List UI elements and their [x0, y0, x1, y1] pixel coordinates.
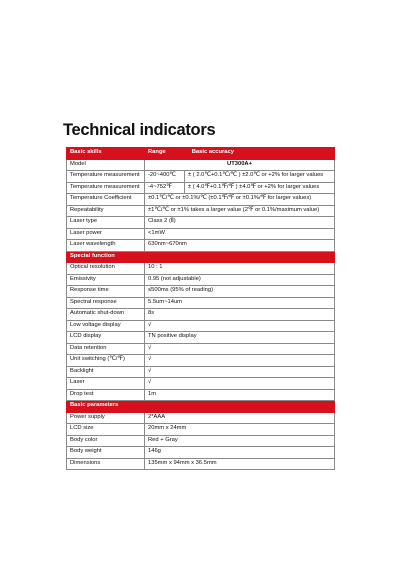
spec-row [67, 228, 335, 240]
spec-label: Automatic shut-down [67, 309, 145, 321]
spec-row [67, 355, 335, 367]
spec-value: √ [145, 366, 335, 378]
spec-value: 135mm x 94mm x 36.5mm [145, 458, 335, 470]
spec-label: Optical resolution [67, 263, 145, 275]
spec-value: 20mm x 24mm [145, 424, 335, 436]
spec-label: Laser [67, 378, 145, 390]
model-value: UT300A+ [145, 159, 335, 171]
section-special-function [67, 251, 335, 263]
spec-label: Body weight [67, 447, 145, 459]
spec-label: Laser type [67, 217, 145, 229]
spec-accuracy: ± ( 2.0℃+0.1℃/℃ ) ±2.0℃ or +2% for larger values [185, 171, 335, 183]
header-basic-skills: Basic skills [67, 148, 145, 160]
spec-range: -20~400℃ [145, 171, 185, 183]
spec-label: Emissivity [67, 274, 145, 286]
spec-row [67, 320, 335, 332]
spec-value: 8s [145, 309, 335, 321]
temperature-row [67, 171, 335, 183]
spec-row [67, 194, 335, 206]
spec-value: TN positive display [145, 332, 335, 344]
section-basic-parameters-label: Basic parameters [67, 401, 335, 413]
spec-label: Low voltage display [67, 320, 145, 332]
section-basic-parameters [67, 401, 335, 413]
spec-label: Temperature measurement [67, 182, 145, 194]
spec-label: Body color [67, 435, 145, 447]
header-range: Range [148, 149, 166, 156]
spec-row [67, 366, 335, 378]
spec-value: Red + Gray [145, 435, 335, 447]
spec-label: Temperature measurement [67, 171, 145, 183]
spec-value: √ [145, 378, 335, 390]
spec-label: Drop test [67, 389, 145, 401]
spec-value: 5.5um~14um [145, 297, 335, 309]
spec-label: Laser power [67, 228, 145, 240]
spec-row [67, 458, 335, 470]
table-header-row [67, 148, 335, 160]
spec-row [67, 435, 335, 447]
spec-value: ±1℃/℃ or ±1% takes a larger value (2℉ or 0.1%/maximum value) [145, 205, 335, 217]
spec-row [67, 217, 335, 229]
spec-value: ≤500ms (95% of reading) [145, 286, 335, 298]
spec-value: √ [145, 320, 335, 332]
spec-value: 0.95 (not adjustable) [145, 274, 335, 286]
spec-row [67, 447, 335, 459]
temperature-row [67, 182, 335, 194]
spec-row [67, 274, 335, 286]
spec-row [67, 389, 335, 401]
spec-label: Unit switching (℃/℉) [67, 355, 145, 367]
spec-label: Response time [67, 286, 145, 298]
spec-row [67, 424, 335, 436]
spec-row [67, 309, 335, 321]
spec-value: 10 : 1 [145, 263, 335, 275]
spec-label: Spectral response [67, 297, 145, 309]
spec-label: Temperature Coefficient [67, 194, 145, 206]
header-basic-accuracy: Basic accuracy [191, 149, 234, 156]
spec-value: ±0.1℃/℃ or ±0.1%/℃ (±0.1℉/℉ or ±0.1%/℉ for larger values) [145, 194, 335, 206]
header-range-accuracy [145, 148, 335, 160]
spec-row [67, 205, 335, 217]
spec-label: LCD display [67, 332, 145, 344]
spec-value: 146g [145, 447, 335, 459]
spec-row [67, 412, 335, 424]
spec-value: √ [145, 343, 335, 355]
spec-label: Power supply [67, 412, 145, 424]
spec-value: 630nm~670nm [145, 240, 335, 252]
spec-value: Class 2 (Ⅱ) [145, 217, 335, 229]
section-special-function-label: Special function [67, 251, 335, 263]
spec-accuracy: ± ( 4.0℉+0.1℉/℉ ) ±4.0℉ or +2% for larger values [185, 182, 335, 194]
spec-row [67, 263, 335, 275]
spec-row [67, 378, 335, 390]
spec-row [67, 297, 335, 309]
spec-label: Data retention [67, 343, 145, 355]
spec-range: -4~752℉ [145, 182, 185, 194]
spec-value: √ [145, 355, 335, 367]
specifications-table [66, 147, 335, 470]
page-title: Technical indicators [63, 121, 216, 139]
spec-row [67, 332, 335, 344]
spec-value: 2*AAA [145, 412, 335, 424]
spec-label: Laser wavelength [67, 240, 145, 252]
model-label: Model [67, 159, 145, 171]
spec-row [67, 240, 335, 252]
spec-label: Dimensions [67, 458, 145, 470]
spec-value: <1mW [145, 228, 335, 240]
spec-label: LCD size [67, 424, 145, 436]
spec-row [67, 343, 335, 355]
spec-value: 1m [145, 389, 335, 401]
model-row [67, 159, 335, 171]
spec-label: Repeatability [67, 205, 145, 217]
spec-row [67, 286, 335, 298]
spec-label: Backlight [67, 366, 145, 378]
